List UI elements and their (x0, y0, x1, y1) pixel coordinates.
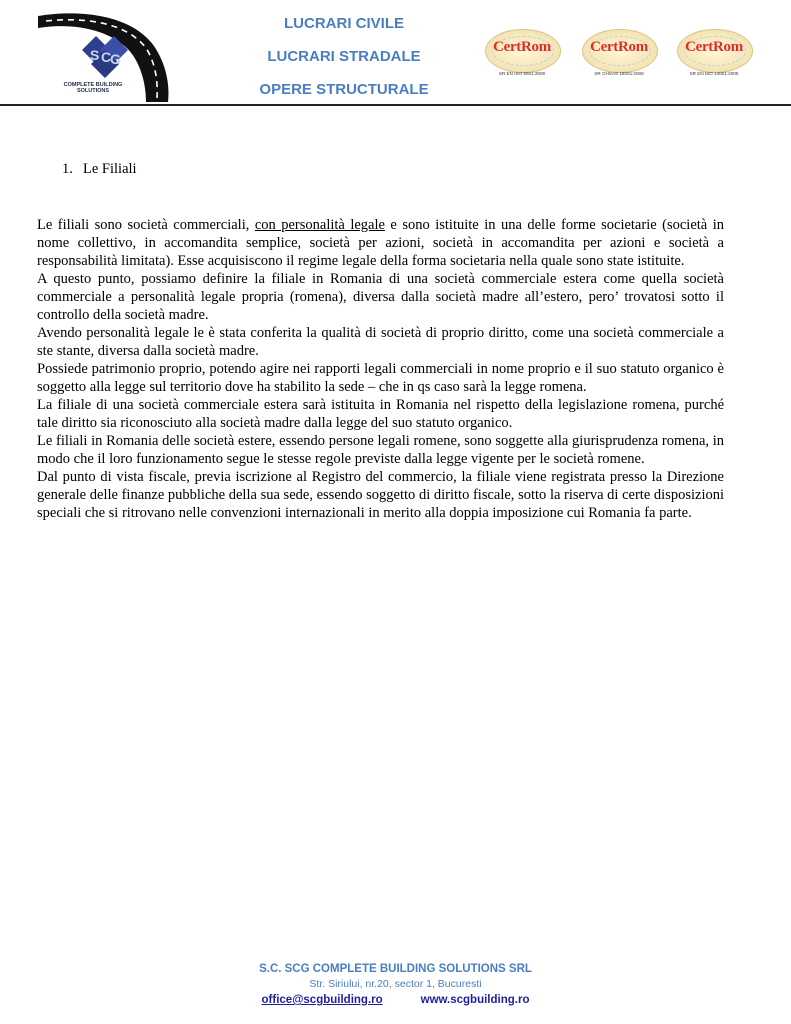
paragraph: A questo punto, possiamo definire la filiale in Romania di una società commerciale estera come quella società commerciale a personalità legale propria (romena), diversa dalla società madre all’estero, pero’ trovatosi sotto il controllo della società madre. (37, 271, 724, 323)
header-line-road-works: LUCRARI STRADALE (267, 48, 421, 65)
header-line-structural-works: OPERE STRUCTURALE (259, 81, 429, 98)
footer-contacts (0, 992, 791, 1008)
certrom-badge-iso14001: CertRom SR EN ISO 14001:2005 (677, 29, 751, 79)
email-link[interactable]: office@scgbuilding.ro (261, 994, 383, 1006)
paragraph: Avendo personalità legale le è stata conferita la qualità di società di proprio diritto, come una società commerciale a ste stante, diversa dalla società madre. (37, 325, 724, 359)
logo-caption: COMPLETE BUILDING SOLUTIONS (63, 82, 123, 94)
company-logo (34, 6, 174, 104)
footer-company-name: S.C. SCG COMPLETE BUILDING SOLUTIONS SRL (259, 963, 532, 975)
section-title: Le Filiali (83, 161, 137, 177)
svg-text:G: G (110, 51, 121, 67)
svg-text:S: S (90, 47, 100, 63)
page-footer (0, 962, 791, 1008)
header-divider (0, 104, 791, 106)
certrom-badge-iso9001: CertRom SR EN ISO 9001:2008 (485, 29, 559, 79)
paragraph: Possiede patrimonio proprio, potendo agire nei rapporti legali commerciali in nome proprio e il suo statuto organico è soggetto alla legge sul territorio dove ha stabilito la sede – che in qs caso sarà la legge romena. (37, 361, 724, 395)
section-heading (62, 161, 137, 178)
underlined-phrase: con personalità legale (254, 217, 385, 233)
section-number: 1. (62, 161, 73, 177)
svg-text:C: C (101, 49, 112, 65)
paragraph: Dal punto di vista fiscale, previa iscrizione al Registro del commercio, la filiale viene registrata presso la Direzione generale delle finanze pubbliche della sua sede, essendo soggetto di diritto fiscale, sotto la riserva di certe disposizioni speciali che si ritrovano nelle convenzioni internazionali in merito alla doppia imposizione cui Romania fa parte. (37, 469, 724, 521)
paragraph: Le filiali in Romania delle società estere, essendo persone legali romene, sono soggette alla giurisprudenza romena, in modo che il loro funzionamento segue le stesse regole previste dalla legge vigente per le società romene. (37, 433, 724, 467)
paragraph: La filiale di una società commerciale estera sarà istituita in Romania nel rispetto della legislazione romena, purché tale diritto sia riconosciuto alla società madre dalla legge del suo statuto organico. (37, 397, 724, 431)
footer-address: Str. Siriului, nr.20, sector 1, Bucuresti (309, 978, 482, 990)
document-body (37, 216, 724, 522)
paragraph: Le filiali sono società commerciali, con personalità legale e sono istituite in una delle forme societarie (società in nome collettivo, in accomandita semplice, società per azioni, società in accomandita per azioni e società a responsabilità limitata). Esse acquisiscono il regime legale della forma societaria nella quale sono state istituite. (37, 217, 724, 269)
header-line-civil-works: LUCRARI CIVILE (284, 15, 404, 32)
website-link[interactable]: www.scgbuilding.ro (420, 994, 530, 1006)
header-services (230, 14, 458, 113)
certrom-badge-ohsas18001: CertRom SR OHSAS 18001:2008 (582, 29, 656, 79)
